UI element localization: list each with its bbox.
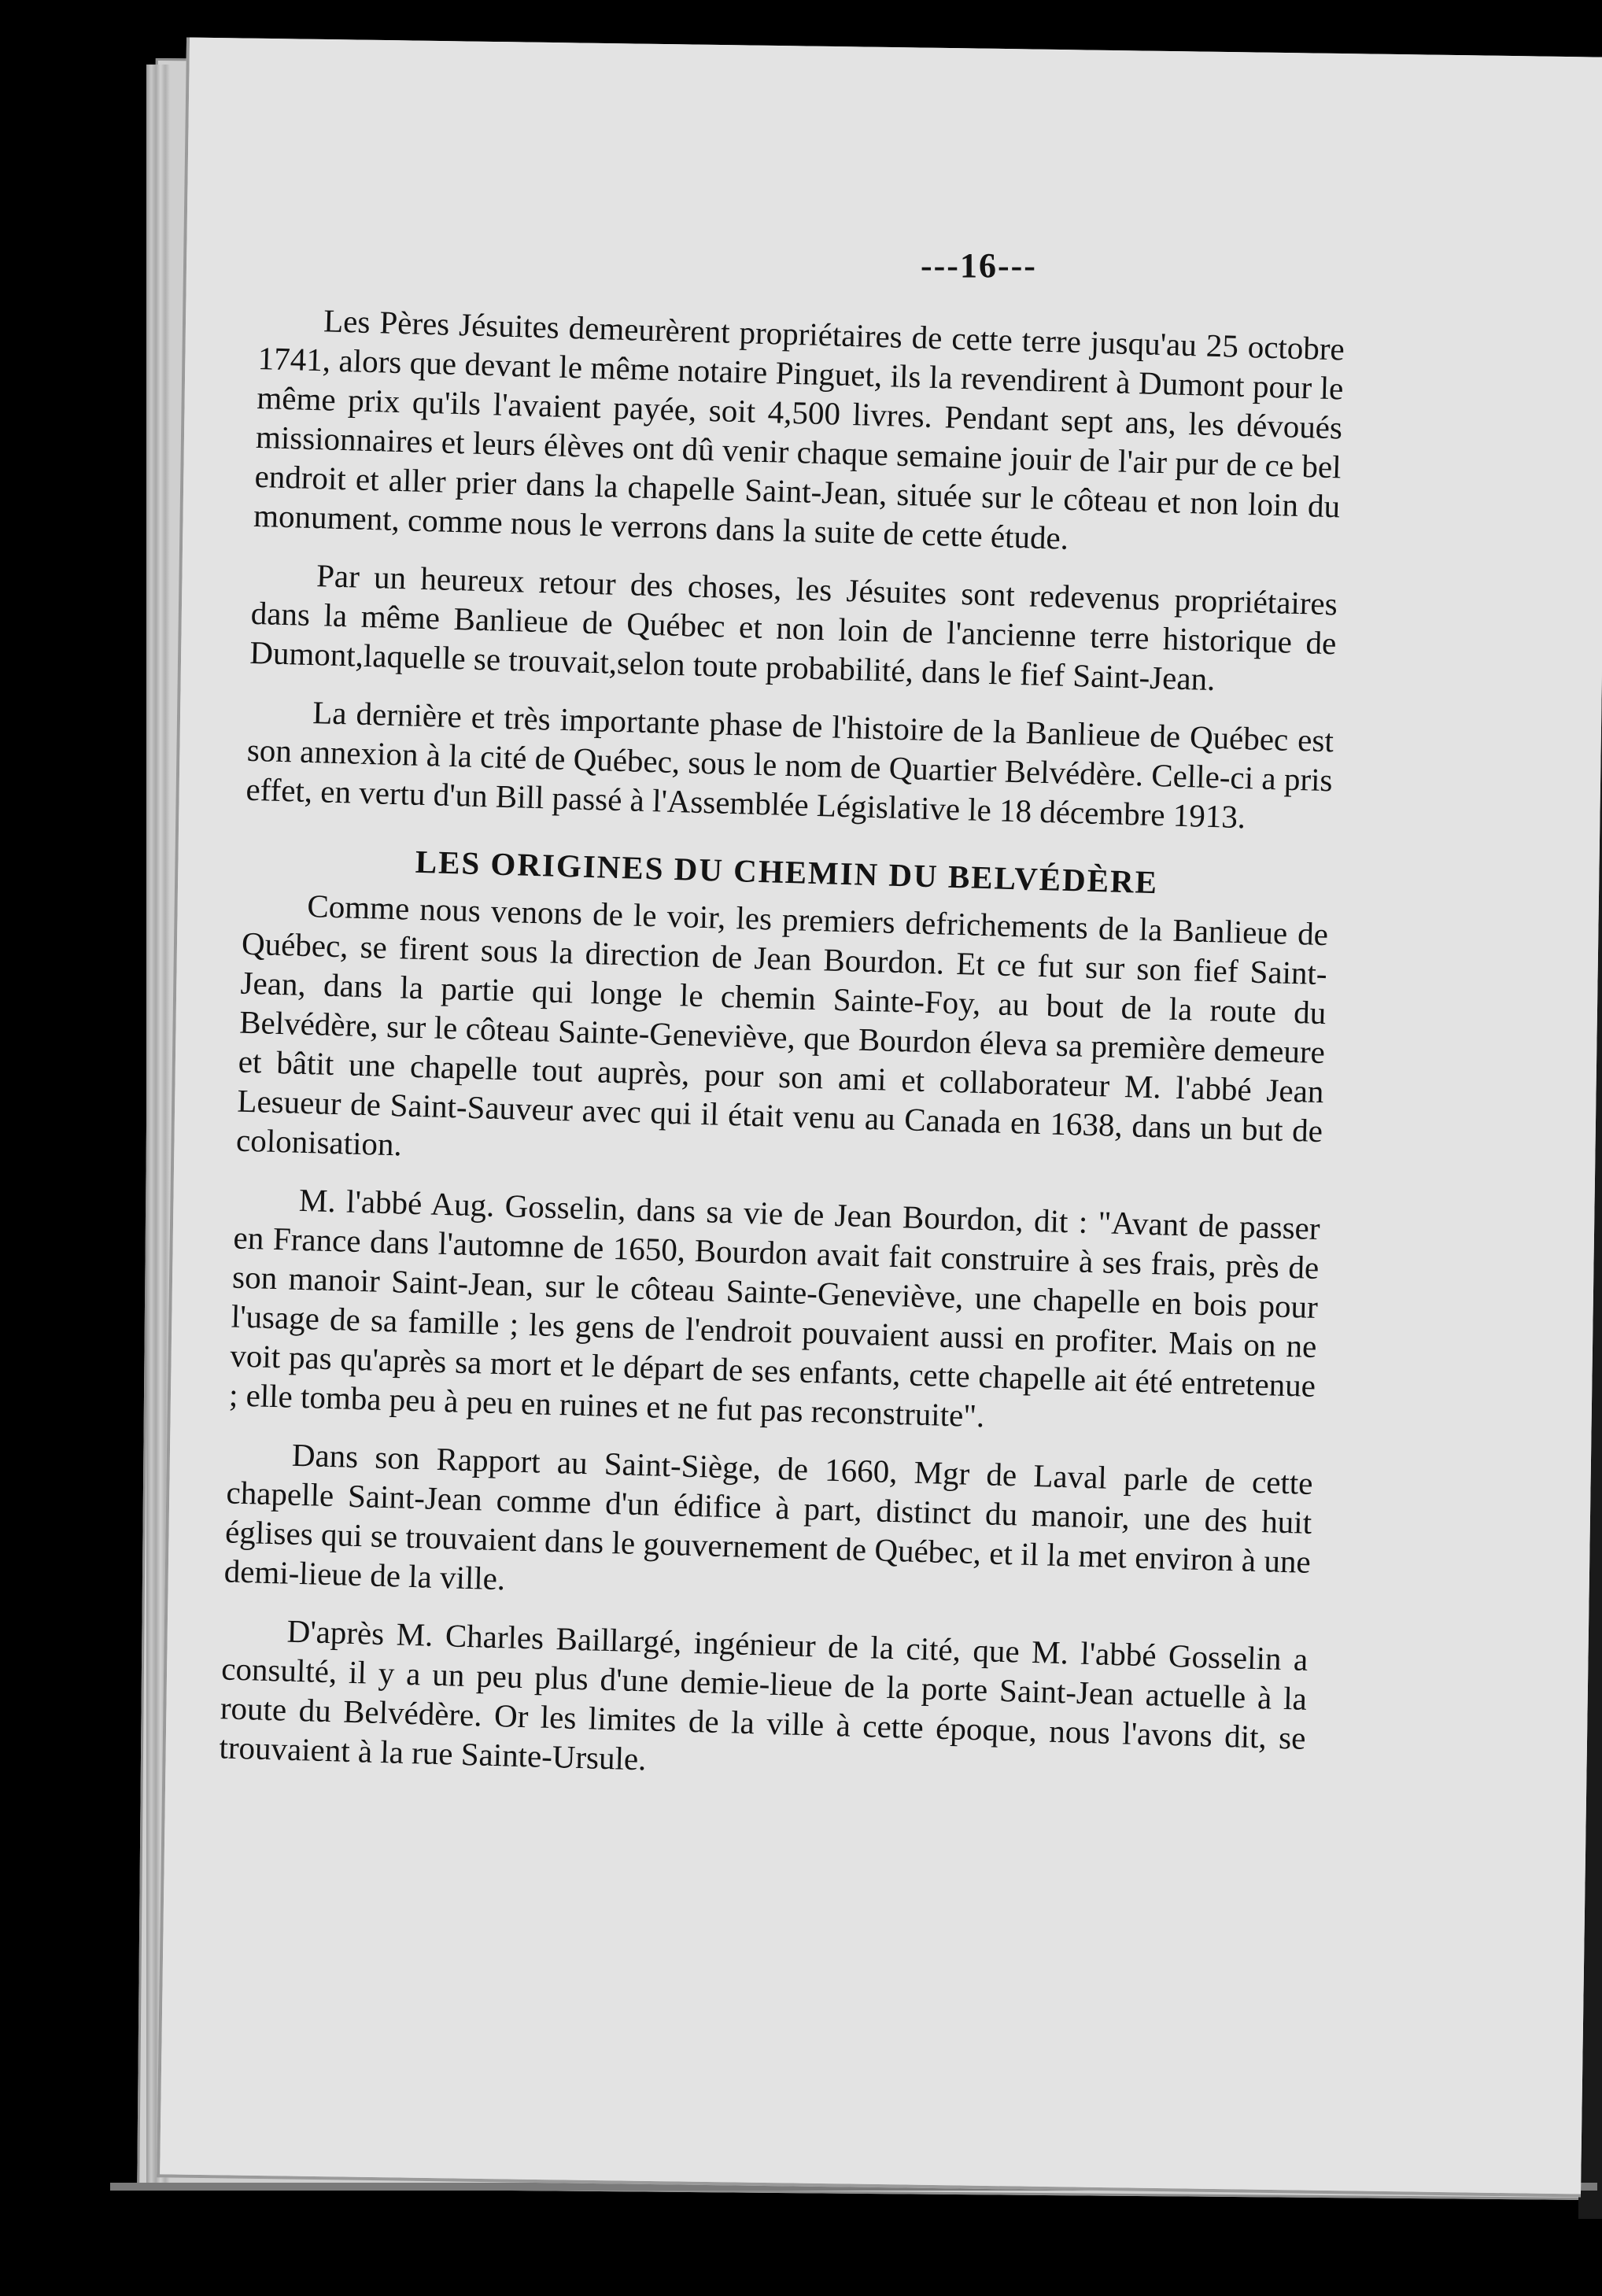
paragraph: Comme nous venons de le voir, les premiers defrichements de la Banlieue de Québec, se firent sous la direction de Jean Bourdon. Et ce fut sur son fief Saint-Jean, dans la partie qui longe le chemin Sainte-Foy, au bout de la route du Belvédère, sur le côteau Sainte-Geneviève, que Bourdon éleva sa première demeure et bâtit une chapelle tout auprès, pour son ami et collaborateur M. l'abbé Jean Lesueur de Saint-Sauveur avec qui il était venu au Canada en 1638, dans un but de colonisation. xyxy=(235,887,1329,1163)
page-number: ---16--- xyxy=(921,246,1037,285)
section-heading: LES ORIGINES DU CHEMIN DU BELVÉDÈRE xyxy=(415,843,1159,901)
body-text xyxy=(218,299,1345,1816)
paragraph: Les Pères Jésuites demeurèrent propriétaires de cette terre jusqu'au 25 octobre 1741, alors que devant le même notaire Pinguet, ils la revendirent à Dumont pour le même prix qu'ils l'avaient payée, soit 4,500 livres. Pendant sept ans, les dévoués missionnaires et leurs élèves ont dû venir chaque semaine jouir de l'air pur de ce bel endroit et aller prier dans la chapelle Saint-Jean, située sur le côteau et non loin du monument, comme nous le verrons dans la suite de cette étude. xyxy=(253,302,1345,556)
paragraph: D'après M. Charles Baillargé, ingénieur de la cité, que M. l'abbé Gosselin a consulté, il y a un peu plus d'une demie-lieue de la porte Saint-Jean actuelle à la route du Belvédère. Or les limites de la ville à cette époque, nous l'avons dit, se trouvaient à la rue Sainte-Ursule. xyxy=(218,1612,1309,1777)
paragraph: Par un heureux retour des choses, les Jésuites sont redevenus propriétaires dans la même Banlieue de Québec et non loin de l'ancienne terre historique de Dumont,laquelle se trouvait,selon toute probabilité, dans le fief Saint-Jean. xyxy=(249,557,1338,698)
paragraph: La dernière et très importante phase de l'histoire de la Banlieue de Québec est son annexion à la cité de Québec, sous le nom de Quartier Belvédère. Celle-ci a pris effet, en vertu d'un Bill passé à l'Assemblée Législative le 18 décembre 1913. xyxy=(245,694,1334,836)
paragraph: M. l'abbé Aug. Gosselin, dans sa vie de Jean Bourdon, dit : "Avant de passer en France dans l'automne de 1650, Bourdon avait fait construire à ses frais, près de son manoir Saint-Jean, sur le côteau Sainte-Geneviève, une chapelle en bois pour l'usage de sa famille ; les gens de l'endroit pouvaient aussi en profiter. Mais on ne voit pas qu'après sa mort et le départ de ses enfants, cette chapelle ait été entretenue ; elle tomba peu à peu en ruines et ne fut pas reconstruite". xyxy=(228,1181,1321,1434)
paragraph: Dans son Rapport au Saint-Siège, de 1660, Mgr de Laval parle de cette chapelle Saint-Jean comme d'un édifice à part, distinct du manoir, une des huit églises qui se trouvaient dans le gouvernement de Québec, et il la met environ à une demi-lieue de la ville. xyxy=(223,1436,1314,1597)
